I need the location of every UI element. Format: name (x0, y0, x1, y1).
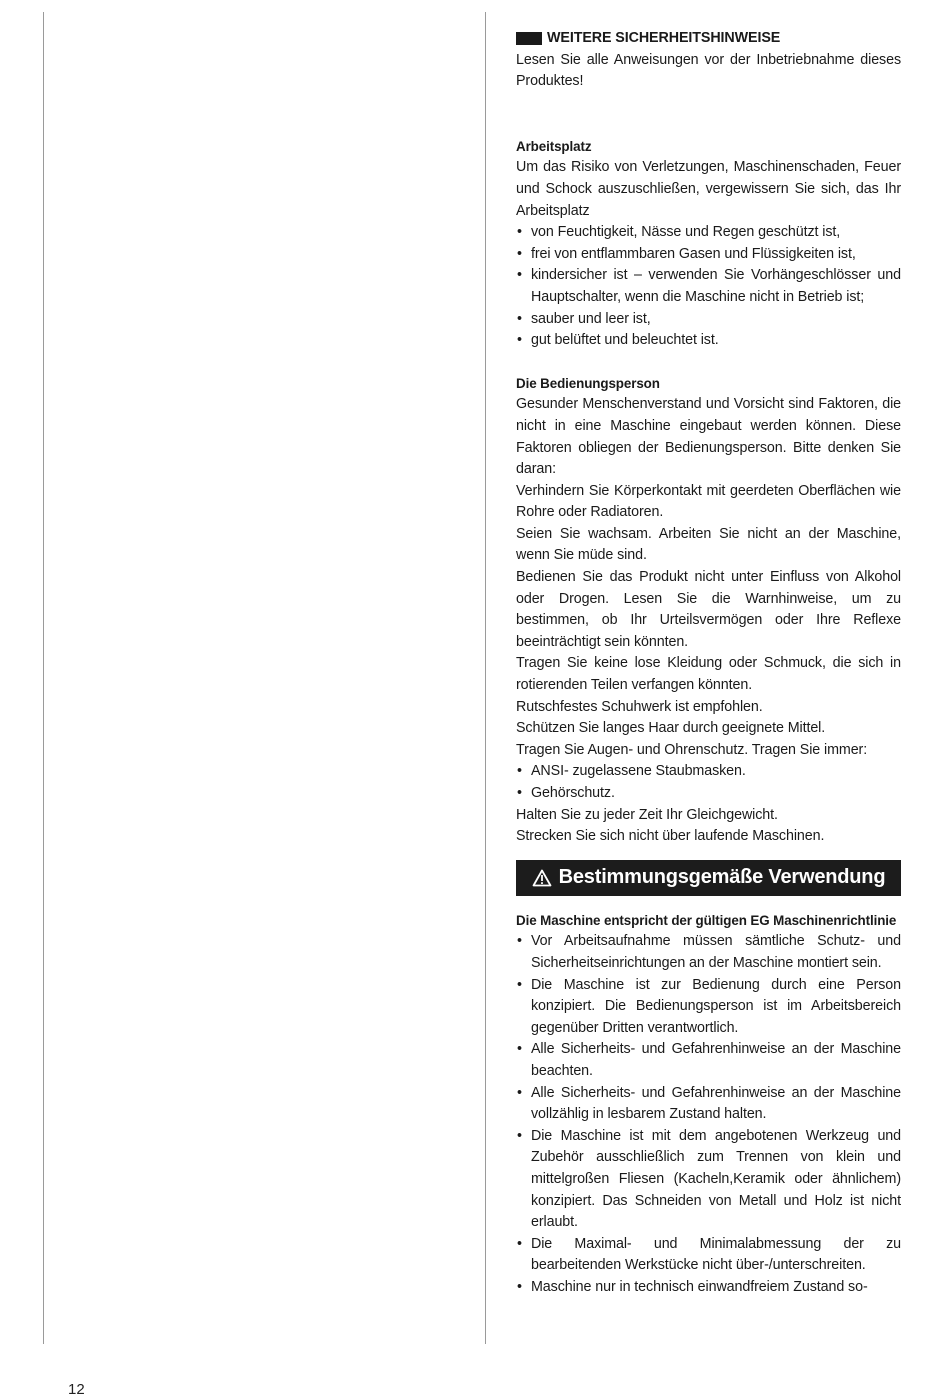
list-item: • Alle Sicherheits- und Gefahrenhinweise an der Maschine beachten. (516, 1039, 901, 1082)
arbeitsplatz-list (516, 222, 901, 352)
intro-text: Lesen Sie alle Anweisungen vor der Inbetriebnahme dieses Produktes! (516, 51, 901, 90)
list-item: • Vor Arbeitsaufnahme müssen sämtliche Schutz- und Sicherheitseinrichtungen an der Maschine montiert sein. (516, 931, 901, 974)
heading-marker-icon (516, 32, 542, 45)
bediener-paragraph: Verhindern Sie Körperkontakt mit geerdeten Oberflächen wie Rohre oder Radiatoren. (516, 482, 901, 521)
verwendung-list (516, 931, 901, 1298)
usage-banner-title: Bestimmungsgemäße Verwendung (558, 865, 886, 888)
left-margin-rule (43, 12, 44, 1344)
page-number: 12 (68, 1381, 85, 1398)
warning-triangle-icon (532, 869, 552, 887)
list-item: • Die Maschine ist mit dem angebotenen Werkzeug und Zubehör ausschließlich zum Trennen von klein und mittelgroßen Fliesen (Kacheln,Keramik oder ähnlichem) konzipiert. Das Schneiden von Metall und Holz ist nicht erlaubt. (516, 1126, 901, 1234)
list-item: • sauber und leer ist, (516, 309, 901, 331)
bediener-paragraph: Rutschfestes Schuhwerk ist empfohlen. (516, 698, 763, 715)
bediener-heading: Die Bedienungsperson (516, 375, 660, 391)
bediener-paragraph: Bedienen Sie das Produkt nicht unter Einfluss von Alkohol oder Drogen. Lesen Sie die Warnhinweise, um zu bestimmen, ob Ihr Urteilsvermögen oder Ihre Reflexe beeinträchtigt sein könnten. (516, 569, 901, 650)
list-item: • gut belüftet und beleuchtet ist. (516, 330, 901, 352)
list-item: • von Feuchtigkeit, Nässe und Regen geschützt ist, (516, 222, 901, 244)
list-item: • Alle Sicherheits- und Gefahrenhinweise an der Maschine vollzählig in lesbarem Zustand halten. (516, 1083, 901, 1126)
section-heading-text: WEITERE SICHERHEITSHINWEISE (547, 30, 781, 46)
bediener-list (516, 761, 901, 804)
arbeitsplatz-text: Um das Risiko von Verletzungen, Maschinenschaden, Feuer und Schock auszuschließen, vergewissern Sie sich, das Ihr Arbeitsplatz (516, 159, 901, 219)
bediener-paragraph: Tragen Sie keine lose Kleidung oder Schmuck, die sich in rotierenden Teilen verfangen könnten. (516, 655, 901, 694)
list-item: • frei von entflammbaren Gasen und Flüssigkeiten ist, (516, 244, 901, 266)
bediener-paragraph: Schützen Sie langes Haar durch geeignete Mittel. (516, 720, 826, 737)
bediener-closing: Halten Sie zu jeder Zeit Ihr Gleichgewicht. (516, 806, 778, 823)
list-item: • Die Maschine ist zur Bedienung durch eine Person konzipiert. Die Bedienungsperson ist im Arbeitsbereich gegenüber Dritten verantwortlich. (516, 975, 901, 1040)
section-heading (516, 28, 901, 50)
arbeitsplatz-heading: Arbeitsplatz (516, 138, 592, 154)
bediener-paragraph: Seien Sie wachsam. Arbeiten Sie nicht an der Maschine, wenn Sie müde sind. (516, 525, 901, 564)
bediener-closing: Strecken Sie sich nicht über laufende Maschinen. (516, 828, 825, 845)
usage-banner (516, 860, 901, 896)
list-item: • ANSI- zugelassene Staubmasken. (516, 761, 901, 783)
bediener-paragraph: Tragen Sie Augen- und Ohrenschutz. Tragen Sie immer: (516, 741, 868, 758)
verwendung-heading: Die Maschine entspricht der gültigen EG Maschinenrichtlinie (516, 912, 897, 928)
list-item: • kindersicher ist – verwenden Sie Vorhängeschlösser und Hauptschalter, wenn die Maschine nicht in Betrieb ist; (516, 265, 901, 308)
bediener-paragraph: Gesunder Menschenverstand und Vorsicht sind Faktoren, die nicht in eine Maschine eingebaut werden können. Diese Faktoren obliegen der Bedienungsperson. Bitte denken Sie daran: (516, 396, 901, 478)
text-column (516, 28, 901, 1298)
list-item: • Maschine nur in technisch einwandfreiem Zustand so- (516, 1277, 901, 1299)
list-item: • Gehörschutz. (516, 783, 901, 805)
column-divider-rule (485, 12, 486, 1344)
list-item: • Die Maximal- und Minimalabmessung der zu bearbeitenden Werkstücke nicht über-/unterschreiten. (516, 1234, 901, 1277)
